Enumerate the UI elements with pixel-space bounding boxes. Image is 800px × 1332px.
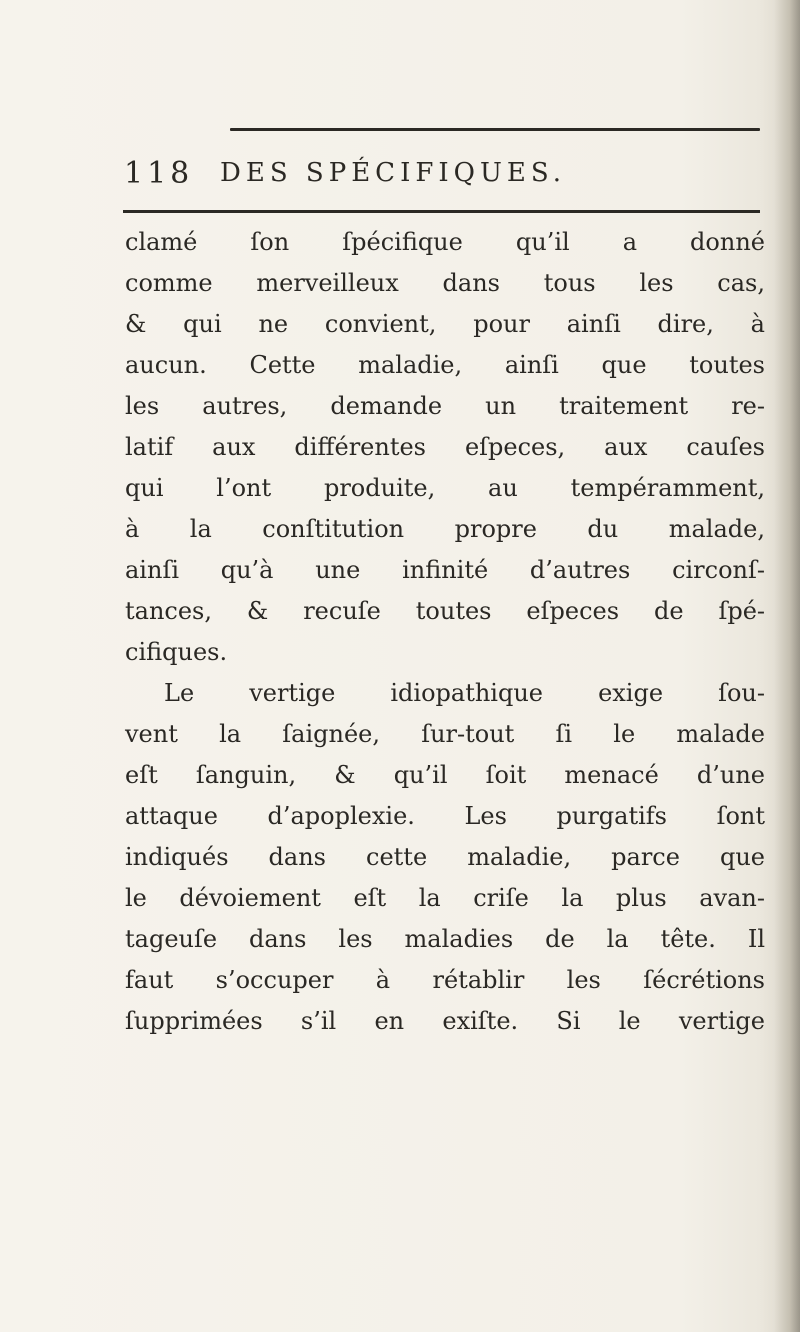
text-line: les autres, demande un traitement re-: [125, 392, 765, 420]
text-line: aucun. Cette maladie, ainſi que toutes: [125, 351, 765, 379]
paragraph-first-line: Le vertige idiopathique exige ſou-: [164, 679, 765, 707]
body-text: [125, 222, 765, 1042]
text-line: qui l’ont produite, au tempéramment,: [125, 474, 765, 502]
text-line: attaque d’apoplexie. Les purgatifs ſont: [125, 802, 765, 830]
text-line: comme merveilleux dans tous les cas,: [125, 269, 765, 297]
text-line: tageuſe dans les maladies de la tête. Il: [125, 925, 765, 953]
text-line: cifiques.: [125, 638, 228, 666]
page-number: 118: [124, 156, 194, 191]
header-bottom-rule: [123, 210, 760, 213]
text-line: ainſi qu’à une infinité d’autres circonſ-: [125, 556, 765, 584]
text-line: faut s’occuper à rétablir les ſécrétions: [125, 966, 765, 994]
text-line: ſupprimées s’il en exiſte. Si le vertige: [125, 1007, 765, 1035]
text-line: clamé ſon ſpécifique qu’il a donné: [125, 228, 765, 256]
text-line: à la conſtitution propre du malade,: [125, 515, 765, 543]
running-head: DES SPÉCIFIQUES.: [220, 158, 567, 188]
text-line: le dévoiement eſt la criſe la plus avan-: [125, 884, 765, 912]
text-line: eſt ſanguin, & qu’il ſoit menacé d’une: [125, 761, 765, 789]
text-line: indiqués dans cette maladie, parce que: [125, 843, 765, 871]
page-edge-shadow: [774, 0, 800, 1332]
text-line: vent la ſaignée, ſur-tout ſi le malade: [125, 720, 765, 748]
header-top-rule: [230, 128, 760, 131]
page-header: [124, 150, 764, 200]
text-line: tances, & recuſe toutes eſpeces de ſpé-: [125, 597, 765, 625]
text-line: latif aux différentes eſpeces, aux cauſes: [125, 433, 765, 461]
text-line: & qui ne convient, pour ainſi dire, à: [125, 310, 765, 338]
